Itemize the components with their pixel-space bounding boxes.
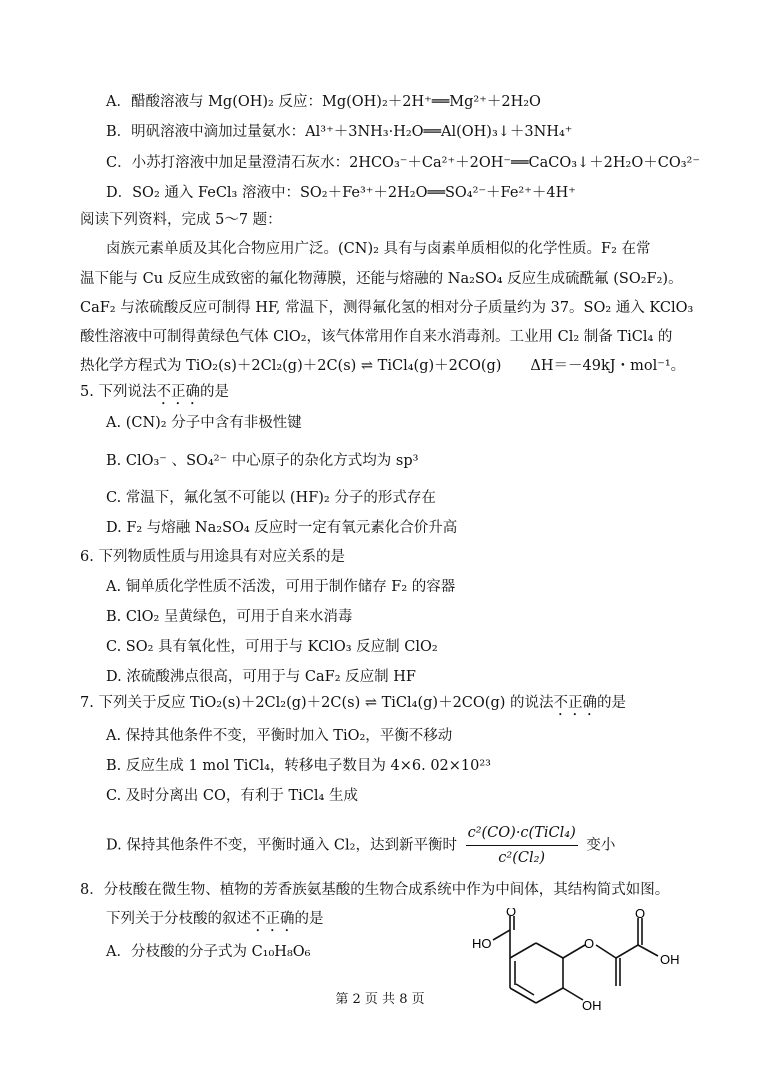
page-footer: 第 2 页 共 8 页 (335, 992, 425, 1007)
q8-option-a: A．分枝酸的分子式为 C₁₀H₈O₆ (106, 944, 311, 960)
q8-stem-line-2: 下列关于分枝酸的叙述不正确的是 (106, 911, 324, 927)
q8-stem-line-1: 8．分枝酸在微生物、植物的芳香族氨基酸的生物合成系统中作为中间体，其结构简式如图。 (80, 882, 670, 898)
structure-label-o-3: O (635, 908, 646, 921)
fraction-numerator: c²(CO)·c(TiCl₄) (466, 822, 578, 846)
structure-label-oh-1: OH (660, 952, 680, 967)
q4-option-c: C．小苏打溶液中加足量澄清石灰水：2HCO₃⁻＋Ca²⁺＋2OH⁻══CaCO₃↓＋2H₂O＋CO₃²⁻ (106, 155, 701, 171)
q7-option-d: D. 保持其他条件不变，平衡时通入 Cl₂，达到新平衡时 $\frac{\text{c²(CO)·c(TiCl₄)}}{\text{c²(Cl₂)}}$ 变小 (106, 822, 615, 869)
q7-stem: 7. 下列关于反应 TiO₂(s)＋2Cl₂(g)＋2C(s) ⇌ TiCl₄(g)＋2CO(g) 的说法不正确的是 (80, 695, 626, 711)
reading-paragraph-line-5: 热化学方程式为 TiO₂(s)＋2Cl₂(g)＋2C(s) ⇌ TiCl₄(g)＋2CO(g) ΔH＝－49kJ・mol⁻¹。 (80, 358, 686, 374)
structure-label-o-2: O (584, 936, 595, 951)
q5-option-c: C. 常温下，氟化氢不可能以 (HF)₂ 分子的形式存在 (106, 490, 436, 506)
equilibrium-ratio-fraction (466, 822, 578, 869)
q7-option-b: B. 反应生成 1 mol TiCl₄，转移电子数目为 4×6. 02×10²³ (106, 758, 491, 774)
q5-option-a: A. (CN)₂ 分子中含有非极性键 (106, 415, 302, 431)
q5-emphasis: 不正确 (156, 384, 200, 400)
q6-option-c: C. SO₂ 具有氧化性，可用于与 KClO₃ 反应制 ClO₂ (106, 639, 438, 655)
q4-option-a: A．醋酸溶液与 Mg(OH)₂ 反应：Mg(OH)₂＋2H⁺══Mg²⁺＋2H₂O (106, 94, 541, 110)
q6-option-a: A. 铜单质化学性质不活泼，可用于制作储存 F₂ 的容器 (106, 579, 456, 595)
q7-emphasis: 不正确 (553, 695, 597, 711)
reading-intro: 阅读下列资料，完成 5～7 题： (80, 212, 282, 228)
q6-option-d: D. 浓硫酸沸点很高，可用于与 CaF₂ 反应制 HF (106, 669, 416, 685)
q4-option-d: D．SO₂ 通入 FeCl₃ 溶液中：SO₂＋Fe³⁺＋2H₂O══SO₄²⁻＋Fe²⁺＋4H⁺ (106, 185, 576, 201)
reading-paragraph-line-1: 卤族元素单质及其化合物应用广泛。(CN)₂ 具有与卤素单质相似的化学性质。F₂ 在常 (106, 241, 651, 257)
q4-option-b: B．明矾溶液中滴加过量氨水：Al³⁺＋3NH₃·H₂O══Al(OH)₃↓＋3NH₄⁺ (106, 124, 573, 140)
q6-option-b: B. ClO₂ 呈黄绿色，可用于自来水消毒 (106, 609, 353, 625)
reading-paragraph-line-3: CaF₂ 与浓硫酸反应可制得 HF, 常温下，测得氟化氢的相对分子质量约为 37。SO₂ 通入 KClO₃ (80, 300, 694, 316)
structure-label-ho: HO (472, 936, 492, 951)
q7-option-a: A. 保持其他条件不变，平衡时加入 TiO₂，平衡不移动 (106, 728, 453, 744)
q7-option-c: C. 及时分离出 CO，有利于 TiCl₄ 生成 (106, 788, 358, 804)
fraction-denominator: c²(Cl₂) (498, 850, 546, 866)
q5-option-b: B. ClO₃⁻ 、SO₄²⁻ 中心原子的杂化方式均为 sp³ (106, 453, 419, 469)
q5-option-d: D. F₂ 与熔融 Na₂SO₄ 反应时一定有氧元素化合价升高 (106, 520, 458, 536)
q6-stem: 6. 下列物质性质与用途具有对应关系的是 (80, 549, 345, 565)
q5-stem: 5. 下列说法不正确的是 (80, 384, 229, 400)
structure-label-oh-2: OH (582, 998, 602, 1013)
structure-label-o-1: O (506, 908, 517, 919)
reading-paragraph-line-2: 温下能与 Cu 反应生成致密的氟化物薄膜，还能与熔融的 Na₂SO₄ 反应生成硫酰氟 (SO₂F₂)。 (80, 271, 683, 287)
reading-paragraph-line-4: 酸性溶液中可制得黄绿色气体 ClO₂，该气体常用作自来水消毒剂。工业用 Cl₂ 制备 TiCl₄ 的 (80, 329, 673, 345)
q8-emphasis: 不正确 (251, 911, 295, 927)
